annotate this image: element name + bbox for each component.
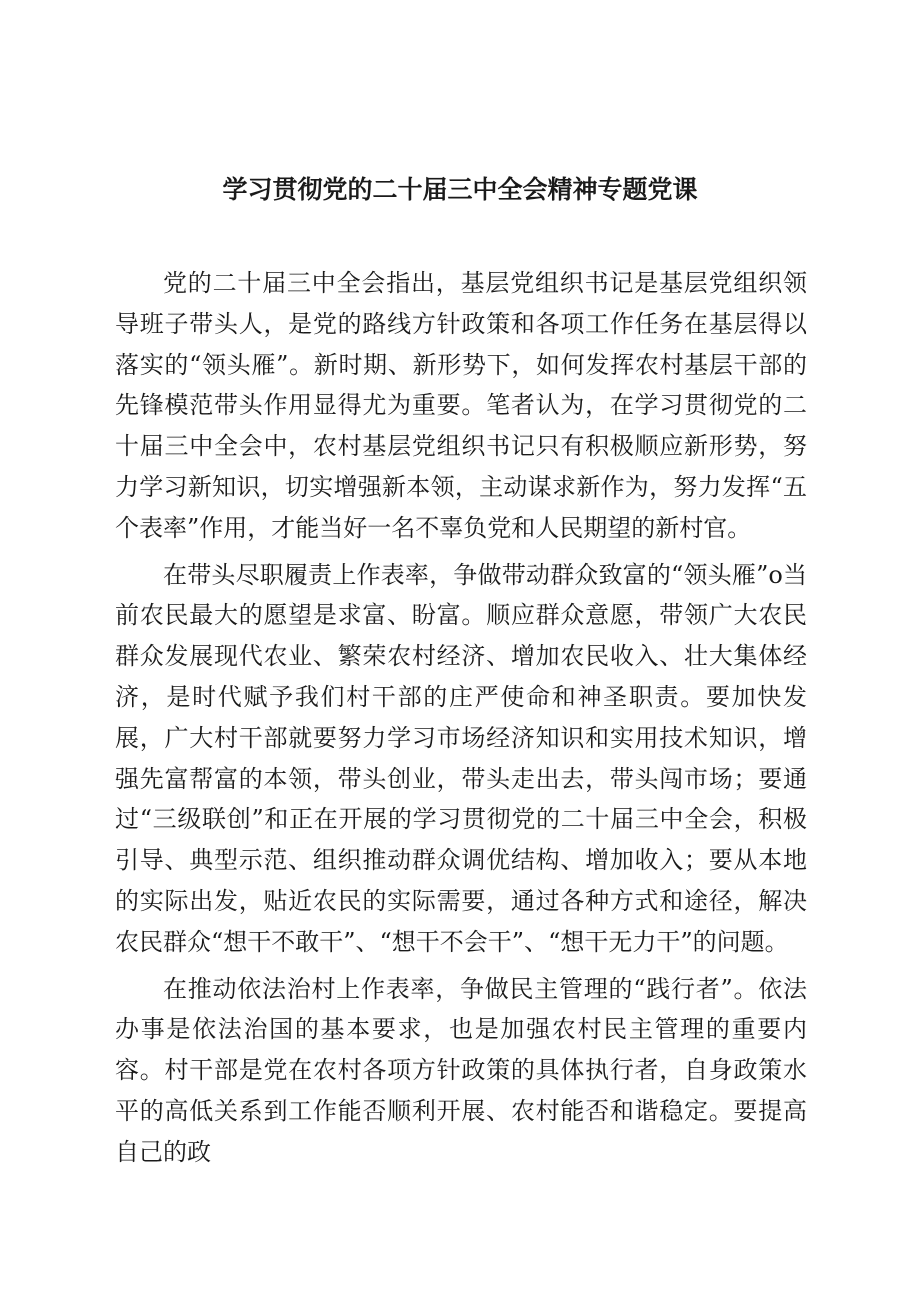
paragraph-1: 党的二十届三中全会指出，基层党组织书记是基层党组织领导班子带头人，是党的路线方针政策和各项工作任务在基层得以落实的“领头雁”。新时期、新形势下，如何发挥农村基层干部的先锋模范带头作用显得尤为重要。笔者认为，在学习贯彻党的二十届三中全会中，农村基层党组织书记只有积极顺应新形势，努力学习新知识，切实增强新本领，主动谋求新作为，努力发挥“五个表率”作用，才能当好一名不辜负党和人民期望的新村官。 [115, 269, 807, 542]
document-title: 学习贯彻党的二十届三中全会精神专题党课 [222, 175, 698, 204]
document-body [115, 263, 807, 1179]
paragraph-3: 在推动依法治村上作表率，争做民主管理的“践行者”。依法办事是依法治国的基本要求，也是加强农村民主管理的重要内容。村干部是党在农村各项方针政策的具体执行者，自身政策水平的高低关系到工作能否顺利开展、农村能否和谐稳定。要提高自己的政 [115, 974, 807, 1166]
paragraph-2: 在带头尽职履责上作表率，争做带动群众致富的“领头雁”o当前农民最大的愿望是求富、盼富。顺应群众意愿，带领广大农民群众发展现代农业、繁荣农村经济、增加农民收入、壮大集体经济，是时代赋予我们村干部的庄严使命和神圣职责。要加快发展，广大村干部就要努力学习市场经济知识和实用技术知识，增强先富帮富的本领，带头创业，带头走出去，带头闯市场；要通过“三级联创”和正在开展的学习贯彻党的二十届三中全会，积极引导、典型示范、组织推动群众调优结构、增加收入；要从本地的实际出发，贴近农民的实际需要，通过各种方式和途径，解决农民群众“想干不敢干”、“想干不会干”、“想干无力干”的问题。 [115, 560, 807, 956]
